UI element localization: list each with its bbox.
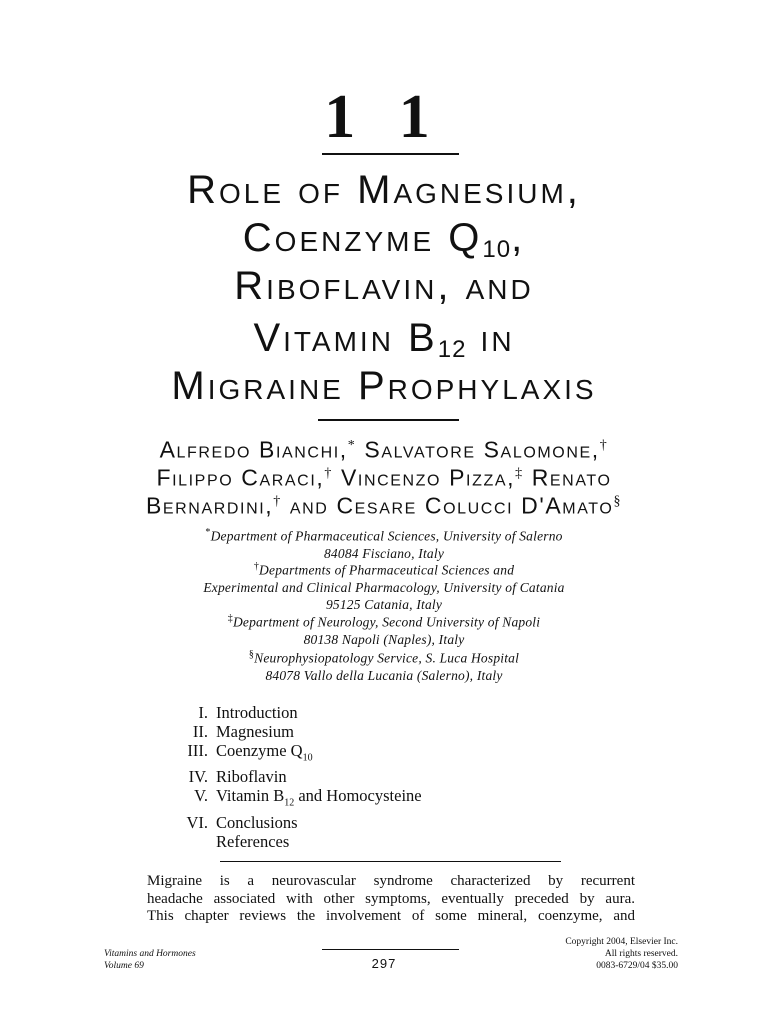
abstract-rule [220, 861, 561, 862]
toc-item-magnesium[interactable]: II. Magnesium [192, 722, 294, 741]
copyright-block [520, 936, 678, 972]
abstract-text [147, 873, 635, 926]
affiliation-2: †Departments of Pharmaceutical Sciences and Experimental and Clinical Pharmacology, University of Catania 95125 Catania, Italy [203, 561, 565, 612]
author-line-3: Bernardini,† and Cesare Colucci D'Amato§ [145, 492, 623, 519]
title-line-4: Vitamin $B_{12}$ in [253, 316, 515, 363]
title-line-5: Migraine Prophylaxis [171, 364, 597, 408]
journal-name: Vitamins and Hormones [104, 949, 196, 959]
toc-item-riboflavin[interactable]: IV. Riboflavin [188, 767, 287, 787]
journal-volume: Volume 69 [104, 961, 144, 971]
chapter-number: 1 1 [324, 83, 444, 151]
page-number: 297 [371, 956, 397, 971]
affiliation-4: §Neurophysiopatology Service, S. Luca Hospital 84078 Vallo della Lucania (Salerno), Italy [248, 649, 520, 683]
toc-item-vitamin-b12[interactable]: V. Vitamin $B_{12}$ and Homocysteine [194, 786, 422, 809]
toc-item-coenzyme-q10[interactable]: III. Coenzyme $Q_{10}$ [187, 741, 313, 764]
abstract-line: Migraine is a neurovascular syndrome characterized by recurrent [147, 873, 635, 889]
issn-code: 0083-6729/04 $35.00 [596, 961, 678, 971]
copyright: Copyright 2004, Elsevier Inc. [565, 937, 678, 947]
table-of-contents [160, 703, 422, 851]
title-rule-bottom [318, 419, 459, 421]
title-line-2: Coenzyme $Q_{10}$, [242, 216, 526, 263]
author-line-2: Filippo Caraci,† Vincenzo Pizza,‡ Renato [156, 464, 612, 491]
affiliation-1: *Department of Pharmaceutical Sciences, University of Salerno 84084 Fisciano, Italy [205, 527, 563, 561]
title-line-3: Riboflavin, and [234, 264, 534, 308]
abstract-line: This chapter reviews the involvement of some mineral, coenzyme, and [147, 908, 635, 924]
author-line-1: Alfredo Bianchi,* Salvatore Salomone,† [159, 436, 609, 463]
toc-item-references[interactable]: References [216, 831, 290, 851]
title-rule-top [322, 153, 459, 155]
toc-item-conclusions[interactable]: VI. Conclusions [186, 812, 298, 832]
footer-rule [322, 949, 459, 950]
rights: All rights reserved. [604, 949, 678, 959]
affiliation-3: ‡Department of Neurology, Second University of Napoli 80138 Napoli (Naples), Italy [227, 613, 541, 647]
abstract-line: headache associated with other symptoms, eventually preceded by aura. [147, 890, 635, 907]
toc-item-introduction[interactable]: I. Introduction [198, 703, 298, 722]
title-line-1: Role of Magnesium, [187, 168, 581, 212]
